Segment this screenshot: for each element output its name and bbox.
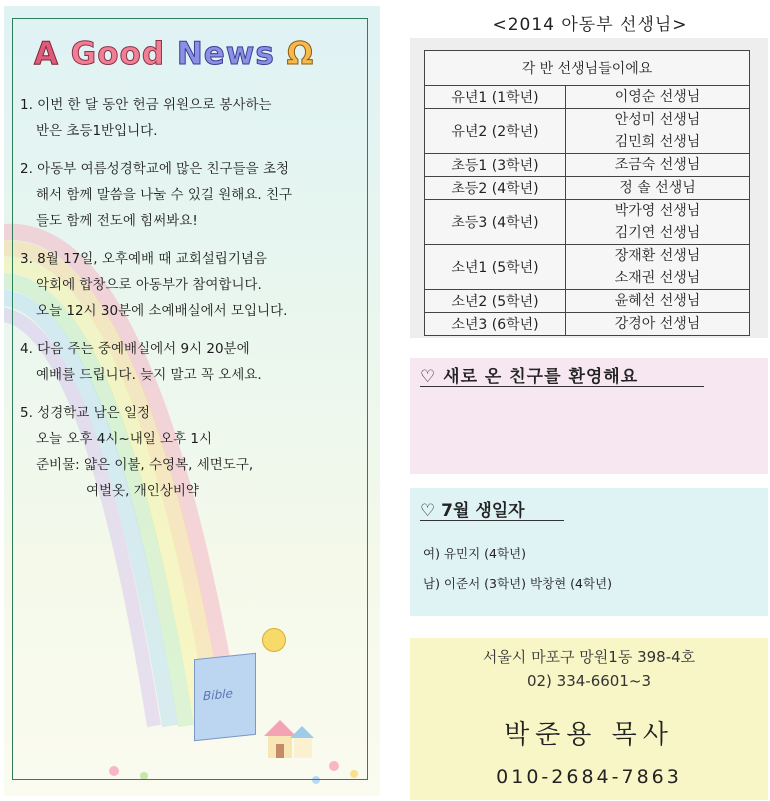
grade-cell: 유년2 (2학년) (425, 109, 566, 154)
news-line: 오늘 12시 30분에 소예배실에서 모입니다. (36, 303, 288, 319)
news-title (34, 36, 354, 80)
welcome-underline (420, 386, 704, 387)
bible-label: Bible (203, 686, 233, 704)
grade-cell: 초등3 (4학년) (425, 200, 566, 245)
grade-cell: 초등1 (3학년) (425, 154, 566, 177)
news-item-5 (20, 400, 370, 504)
birthday-title: ♡ 7월 생일자 (420, 501, 525, 521)
news-item-3 (20, 246, 370, 324)
table-row (425, 86, 750, 109)
news-line: 들도 함께 전도에 힘써봐요! (36, 213, 198, 229)
table-row (425, 290, 750, 313)
news-line: 오늘 오후 4시~내일 오후 1시 (36, 431, 213, 447)
news-line: 해서 함께 말씀을 나눌 수 있길 원해요. 친구 (36, 187, 293, 203)
birthday-underline (420, 520, 564, 521)
teacher-name: 이영순 선생님 (614, 89, 701, 105)
news-item-1 (20, 92, 370, 144)
news-title-good: Good (70, 36, 166, 72)
teacher-name: 조금숙 선생님 (614, 157, 701, 173)
news-line: 2. 아동부 여름성경학교에 많은 친구들을 초청 (20, 161, 290, 177)
teacher-name: 정 솔 선생님 (619, 180, 696, 196)
birthday-girls: 여) 유민지 (4학년) (423, 546, 526, 561)
teacher-name: 소재권 선생님 (614, 270, 701, 286)
pastor-mobile: 010-2684-7863 (496, 766, 682, 788)
teacher-cell (566, 245, 750, 290)
news-title-news: News (176, 36, 275, 72)
teacher-cell (566, 154, 750, 177)
birthday-boys: 남) 이준서 (3학년) 박창현 (4학년) (423, 576, 613, 591)
news-item-4 (20, 336, 370, 388)
teacher-name: 김민희 선생님 (614, 134, 701, 150)
table-row (425, 313, 750, 336)
news-item-2 (20, 156, 370, 234)
bible-book-icon (194, 653, 256, 742)
pastor-name: 박준용 목사 (504, 720, 674, 750)
teacher-cell (566, 177, 750, 200)
news-line: 준비물: 얇은 이불, 수영복, 세면도구, (36, 457, 254, 473)
house-icon (260, 716, 316, 760)
news-line: 여벌옷, 개인상비약 (86, 483, 199, 499)
news-line: 악회에 합창으로 아동부가 참여합니다. (36, 277, 262, 293)
teacher-name: 김기연 선생님 (614, 225, 701, 241)
grade-cell: 소년2 (5학년) (425, 290, 566, 313)
teacher-name: 강경아 선생님 (614, 316, 701, 332)
grade-cell: 초등2 (4학년) (425, 177, 566, 200)
church-address: 서울시 마포구 망원1동 398-4호 (482, 648, 696, 666)
teacher-cell (566, 290, 750, 313)
table-header: 각 반 선생님들이에요 (425, 51, 750, 86)
table-row (425, 109, 750, 154)
news-title-omega: Ω (286, 36, 315, 72)
news-line: 반은 초등1반입니다. (36, 123, 158, 139)
sun-icon (262, 628, 286, 652)
table-row (425, 177, 750, 200)
teacher-name: 안성미 선생님 (614, 112, 701, 128)
teacher-name: 장재환 선생님 (614, 248, 701, 264)
grade-cell: 유년1 (1학년) (425, 86, 566, 109)
grade-cell: 소년3 (6학년) (425, 313, 566, 336)
teacher-cell (566, 200, 750, 245)
news-list (20, 92, 370, 516)
church-phone: 02) 334-6601~3 (526, 672, 652, 690)
news-line: 3. 8월 17일, 오후예배 때 교회설립기념음 (20, 251, 267, 267)
table-header-row (425, 51, 750, 86)
news-panel (4, 6, 380, 796)
grade-cell: 소년1 (5학년) (425, 245, 566, 290)
table-row (425, 154, 750, 177)
teacher-name: 윤혜선 선생님 (614, 293, 701, 309)
table-row (425, 200, 750, 245)
teacher-table (424, 50, 750, 336)
teacher-cell (566, 109, 750, 154)
teacher-name: 박가영 선생님 (614, 203, 701, 219)
teachers-title: <2014 아동부 선생님> (492, 15, 688, 35)
news-line: 예배를 드립니다. 늦지 말고 꼭 오세요. (36, 367, 262, 383)
news-title-a: A (34, 36, 59, 72)
news-line: 1. 이번 한 달 동안 헌금 위원으로 봉사하는 (20, 97, 272, 113)
teacher-cell (566, 313, 750, 336)
table-row (425, 245, 750, 290)
welcome-title: ♡ 새로 온 친구를 환영해요 (420, 367, 639, 387)
news-line: 4. 다음 주는 중예배실에서 9시 20분에 (20, 341, 250, 357)
teacher-cell (566, 86, 750, 109)
news-line: 5. 성경학교 남은 일정 (20, 405, 151, 421)
